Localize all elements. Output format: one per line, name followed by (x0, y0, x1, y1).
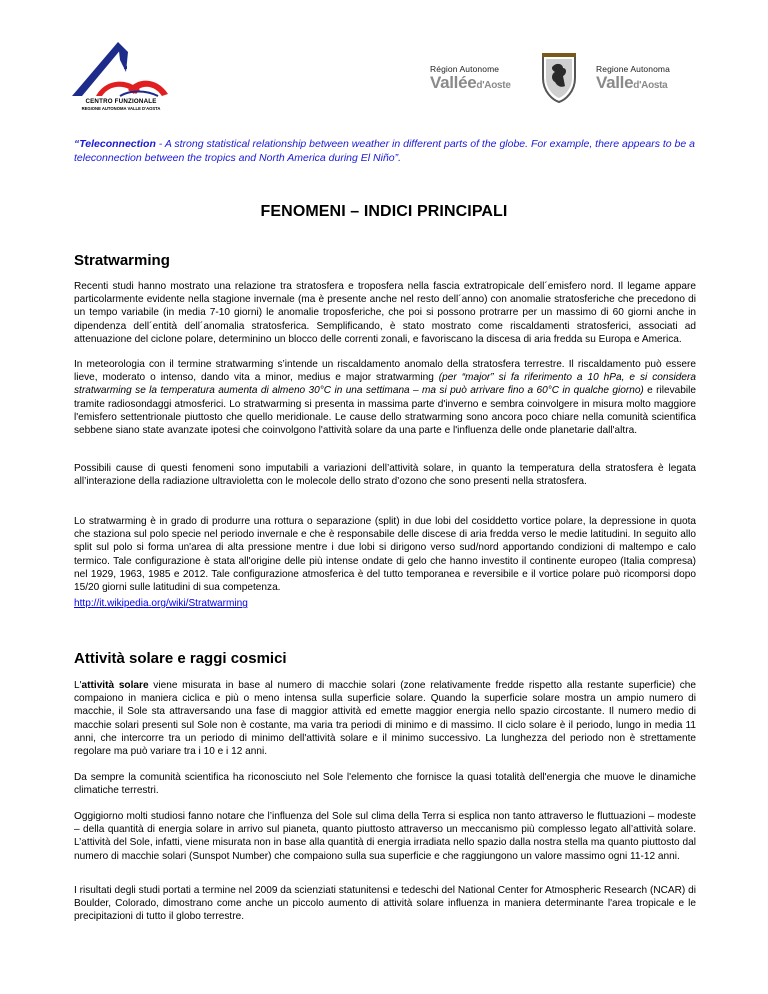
region-logo-italian (596, 64, 670, 95)
valle-aosta-crest-icon (539, 52, 579, 104)
region-logo-french (430, 64, 511, 95)
region-italian-small: Regione Autonoma (596, 64, 670, 74)
stratwarming-p2-italic: (per “major” si fa riferimento a 10 hPa, e si considera stratwarming se la temperatura aumenta di almeno 30°C in una settimana – ma si può arrivare fino a 60°C in qualche giorno) (74, 372, 696, 397)
wikipedia-stratwarming-link[interactable]: http://it.wikipedia.org/wiki/Stratwarming (74, 598, 248, 609)
solar-paragraph-3: Oggigiorno molti studiosi fanno notare che l’influenza del Sole sul clima della Terra si esplica non tanto attraverso le fluttuazioni – modeste – della quantità di energia solare in arrivo sul pianeta, quanto piuttosto attraverso un meccanismo più complesso legato all’attività solare. L’attività del Sole, infatti, viene misurata non in base alla quantità di energia irradiata nello spazio dalla nostra stella ma quanto piuttosto dal numero di macchie solari (Sunspot Number) che compaiono sulla sua superficie e che raggiungono un valore massimo ogni 11-12 anni. (74, 811, 696, 862)
quote-text: - A strong statistical relationship between weather in different parts of the globe. For example, there appears to be a teleconnection between the tropics and North America during El Niño”. (74, 138, 695, 164)
solar-p1-text: viene misurata in base al numero di macchie solari (zone relativamente fredde rispetto alla restante superficie) che compaiono in maniera ciclica e più o meno intensa sulla superficie solare. Quando la superficie solare mostra un ampio numero di macchie, il Sole sta attraversando una fase di maggior attività ed emette maggior energia nello spazio circostante. Il numero medio di macchie solari presenti sul Sole non è costante, ma varia tra periodi di minimo e di massimo. Il ciclo solare è il periodo, lungo in media 11 anni, che intercorre tra un periodo di minimo dell'attività solare e il minimo successivo. La lunghezza del periodo non è strettamente regolare ma può variare tra i 10 e i 12 anni. (74, 680, 696, 758)
region-french-sub: d'Aoste (476, 80, 511, 91)
section-heading-stratwarming: Stratwarming (74, 252, 170, 269)
quote-term: “Teleconnection (74, 138, 156, 150)
stratwarming-paragraph-2 (74, 358, 696, 437)
region-french-small: Région Autonome (430, 64, 500, 74)
region-french-big: Vallée (430, 73, 477, 92)
teleconnection-quote (74, 137, 696, 165)
cf-logo-title: CENTRO FUNZIONALE (85, 98, 157, 105)
stratwarming-p2-end: e rilevabile tramite radiosondaggi atmosferici. Lo stratwarming si presenta in massima parte d'inverno e sembra coinvolgere in misura molto maggiore l'emisfero settentrionale piuttosto che quello meridionale. Le cause dello stratwarming sono ancora poco chiare nella comunità scientifica sebbene siano state avanzate ipotesi che coinvolgono l'attività solare da una parte e l'influenza delle onde planetarie dall'altra. (74, 385, 696, 437)
page-title: FENOMENI – INDICI PRINCIPALI (260, 203, 508, 220)
stratwarming-paragraph-3: Possibili cause di questi fenomeni sono imputabili a variazioni dell’attività solare, in quanto la temperatura della stratosfera è legata all’interazione della radiazione ultravioletta con le molecole dello strato d’ozono che sono presenti nella stratosfera. (74, 463, 696, 488)
region-italian-sub: d'Aosta (633, 80, 668, 91)
solar-p1-bold: attività solare (81, 680, 149, 691)
cf-logo-subtitle: REGIONE AUTONOMA VALLE D'AOSTA (81, 106, 161, 111)
region-italian-big: Valle (596, 73, 634, 92)
solar-paragraph-4: I risultati degli studi portati a termine nel 2009 da scienziati statunitensi e tedeschi del National Center for Atmospheric Research (NCAR) di Boulder, Colorado, dimostrano come anche un piccolo aumento di attività solare influenza in maniera determinante l'area tropicale e le precipitazioni di tutto il globo terrestre. (74, 885, 696, 923)
stratwarming-paragraph-4: Lo stratwarming è in grado di produrre una rottura o separazione (split) in due lobi del cosiddetto vortice polare, la depressione in quota che staziona sul polo specie nel periodo invernale e che è responsabile delle discese di aria fredda verso le medie latitudini. In seguito allo split sul polo si forma un'area di alta pressione mentre i due lobi si dirigono verso sud/nord apportando condizioni di maltempo e calo termico. Tale configurazione è stata all'origine delle più intense ondate di gelo che hanno investito il continente europeo (Italia compresa) nel 1929, 1963, 1985 e 2012. Tale configurazione atmosferica è del tutto temporanea e reversibile e il vortice polare può ricomporsi dopo 15/20 giorni sulle latitudini di sua competenza. (74, 516, 696, 594)
stratwarming-paragraph-1: Recenti studi hanno mostrato una relazione tra stratosfera e troposfera nella fascia extratropicale dell´emisfero nord. Il legame appare particolarmente evidente nella stagione invernale (ma è presente anche nel resto dell´anno) con anomalie stratosferiche che precedono di un tempo variabile (in media 7-10 giorni) le anomalie troposferiche, che poi si possono protrarre per un massimo di 60 giorni anche in dipendenza dell´entità dell´anomalia stratosferica. Semplificando, è stato mostrato come riscaldamenti stratosferici, associati ad attenuazione del ciclone polare, determinino un blocco delle correnti zonali, e favoriscano la discesa di aria fredda su Europa e America. (74, 281, 696, 345)
section-heading-solar-activity: Attività solare e raggi cosmici (74, 650, 287, 667)
stratwarming-p2-start: In meteorologia con il termine stratwarming s’intende un riscaldamento anomalo della stratosfera terrestre. Il riscaldamento può essere lieve, moderato o intenso, dando vita a minor, medius e major stratwarming (74, 359, 696, 384)
solar-paragraph-2: Da sempre la comunità scientifica ha riconosciuto nel Sole l'elemento che fornisce la quasi totalità dell'energia che muove le dinamiche climatiche terrestri. (74, 772, 696, 797)
solar-p1-prefix: L' (74, 680, 82, 691)
solar-paragraph-1 (74, 679, 696, 758)
